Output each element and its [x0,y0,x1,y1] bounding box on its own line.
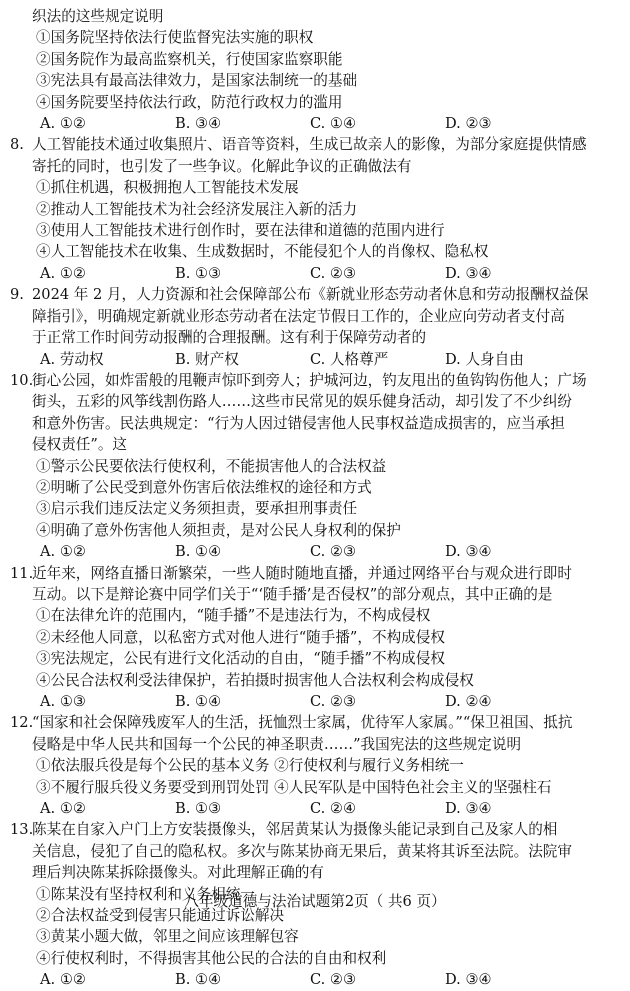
question-11 [10,563,610,713]
option-a: A. ①② [40,264,86,282]
question-10 [10,370,610,563]
answer-item: ①警示公民要依法行使权利，不能损害他人的合法权益 [36,457,387,475]
question-text-line: 障指引》，明确规定新就业形态劳动者在法定节假日工作的，企业应向劳动者支付高 [32,307,565,325]
question-text: 陈某在自家入户门上方安装摄像头，邻居黄某认为摄像头能记录到自己及家人的相 [32,821,558,839]
question-text-line: 理后判决陈某拆除摄像头。对此理解正确的有 [32,864,324,882]
answer-item: ②合法权益受到侵害只能通过诉讼解决 [36,907,285,925]
option-b: B. 财产权 [175,350,239,368]
option-c: C. ①④ [310,115,357,133]
answer-options [32,113,610,134]
option-b: B. ①④ [175,543,222,561]
option-a: A. ①② [40,800,86,818]
question-text: 人工智能技术通过收集照片、语音等资料，生成已故亲人的影像，为部分家庭提供情感 [32,136,587,154]
question-text: 街心公园，如炸雷般的甩鞭声惊吓到旁人；护城河边，钓友甩出的鱼钩钩伤他人；广场 [32,371,587,389]
question-8 [10,134,610,284]
answer-item: ②推动人工智能技术为社会经济发展注入新的活力 [36,200,358,218]
option-d: D. 人身自由 [445,350,524,368]
question-9 [10,284,610,370]
answer-item: ①陈某没有坚持权利和义务相统一 [36,885,255,903]
answer-options [32,541,610,562]
answer-item: ②未经他人同意，以私密方式对他人进行“随手播”，不构成侵权 [36,628,445,646]
option-d: D. ③④ [445,543,492,561]
answer-item: ①国务院坚持依法行使监督宪法实施的职权 [36,29,314,47]
question-text-line: 街头，五彩的风筝线割伤路人……这些市民常见的娱乐健身活动，却引发了不少纠纷 [32,393,572,411]
option-c: C. ②③ [310,264,357,282]
question-number: 9. [10,286,24,304]
answer-item: ③启示我们违反法定义务须担责，要承担刑事责任 [36,500,358,518]
answer-item: ④明确了意外伤害他人须担责，是对公民人身权利的保护 [36,521,401,539]
option-d: D. ②④ [445,693,492,710]
option-c: C. ②③ [310,543,357,561]
answer-item: ①在法律允许的范围内，“随手播”不是违法行为，不构成侵权 [36,607,431,625]
question-number: 8. [10,136,24,154]
answer-item: ③宪法规定，公民有进行文化活动的自由，“随手播”不构成侵权 [36,650,445,668]
option-a: A. ①② [40,543,86,561]
answer-options [32,263,610,284]
answer-item: ①抓住机遇，积极拥抱人工智能技术发展 [36,179,299,197]
question-text-line: 织法的这些规定说明 [32,8,164,25]
question-text-line: 于正常工作时间劳动报酬的合理报酬。这有利于保障劳动者的 [32,329,427,347]
option-b: B. ③④ [175,115,222,133]
option-c: C. ②③ [310,693,357,710]
option-a: A. ①② [40,115,86,133]
option-a: A. 劳动权 [40,350,104,368]
answer-item-pair [32,777,610,798]
option-d: D. ③④ [445,264,492,282]
option-c: C. ②③ [310,971,357,989]
question-12 [10,712,610,819]
question-text-line: 侵权责任”。这 [32,436,128,454]
answer-item: ③黄某小题大做，邻里之间应该理解包容 [36,928,299,946]
answer-item: ④人工智能技术在收集、生成数据时，不能侵犯个人的肖像权、隐私权 [36,243,489,261]
question-text-line: 侵略是中华人民共和国每一个公民的神圣职责……”我国宪法的这些规定说明 [32,735,522,753]
question-7-continued [32,6,610,134]
question-number: 12. [10,714,34,732]
answer-item: ③不履行服兵役义务要受到刑罚处罚 [36,778,270,796]
option-b: B. ①④ [175,971,222,989]
question-number: 13. [10,821,34,839]
answer-item-pair [32,755,610,776]
option-b: B. ①③ [175,800,222,818]
question-text-line: 互动。以下是辩论赛中同学们关于“‘随手播’是否侵权”的部分观点，其中正确的是 [32,585,553,603]
option-b: B. ①④ [175,693,222,710]
option-d: D. ③④ [445,800,492,818]
answer-item: ②国务院作为最高监察机关，行使国家监察职能 [36,50,343,68]
answer-item: ④行使权利时，不得损害其他公民的合法的自由和权利 [36,949,387,967]
answer-item: ②明晰了公民受到意外伤害后依法维权的途径和方式 [36,478,372,496]
question-number: 10. [10,371,34,389]
question-text: “国家和社会保障残废军人的生活，抚恤烈士家属，优待军人家属。”“保卫祖国、抵抗 [32,714,573,732]
question-text: 2024 年 2 月，人力资源和社会保障部公布《新就业形态劳动者休息和劳动报酬权益保 [32,286,589,304]
answer-item: ②行使权利与履行义务相统一 [274,757,464,775]
question-text-line: 关信息，侵犯了自己的隐私权。多次与陈某协商无果后，黄某将其诉至法院。法院审 [32,842,572,860]
page-footer: 八年级道德与法治试题第2页（ 共6 页） [184,893,446,910]
question-number: 11. [10,564,34,582]
option-d: D. ②③ [445,115,492,133]
answer-options [32,969,610,990]
answer-item: ①依法服兵役是每个公民的基本义务 [36,757,270,775]
option-a: A. ①③ [40,693,86,710]
option-b: B. ①③ [175,264,222,282]
answer-item: ④国务院要坚持依法行政，防范行政权力的滥用 [36,93,343,111]
question-text-line: 和意外伤害。民法典规定：“行为人因过错侵害他人民事权益造成损害的，应当承担 [32,414,565,432]
answer-item: ③使用人工智能技术进行创作时，要在法律和道德的范围内进行 [36,222,445,240]
answer-options [32,798,610,819]
option-c: C. ②④ [310,800,357,818]
answer-item: ④人民军队是中国特色社会主义的坚强柱石 [274,778,552,796]
question-text-line: 寄托的同时，也引发了一些争议。化解此争议的正确做法有 [32,157,412,175]
question-text: 近年来，网络直播日渐繁荣，一些人随时随地直播，并通过网络平台与观众进行即时 [32,564,572,582]
answer-item: ③宪法具有最高法律效力，是国家法制统一的基础 [36,72,358,90]
option-a: A. ①② [40,971,86,989]
option-c: C. 人格尊严 [310,350,389,368]
answer-options [32,691,610,712]
answer-item: ④公民合法权利受法律保护，若拍摄时损害他人合法权利会构成侵权 [36,671,474,689]
option-d: D. ③④ [445,971,492,989]
answer-options [32,349,610,370]
